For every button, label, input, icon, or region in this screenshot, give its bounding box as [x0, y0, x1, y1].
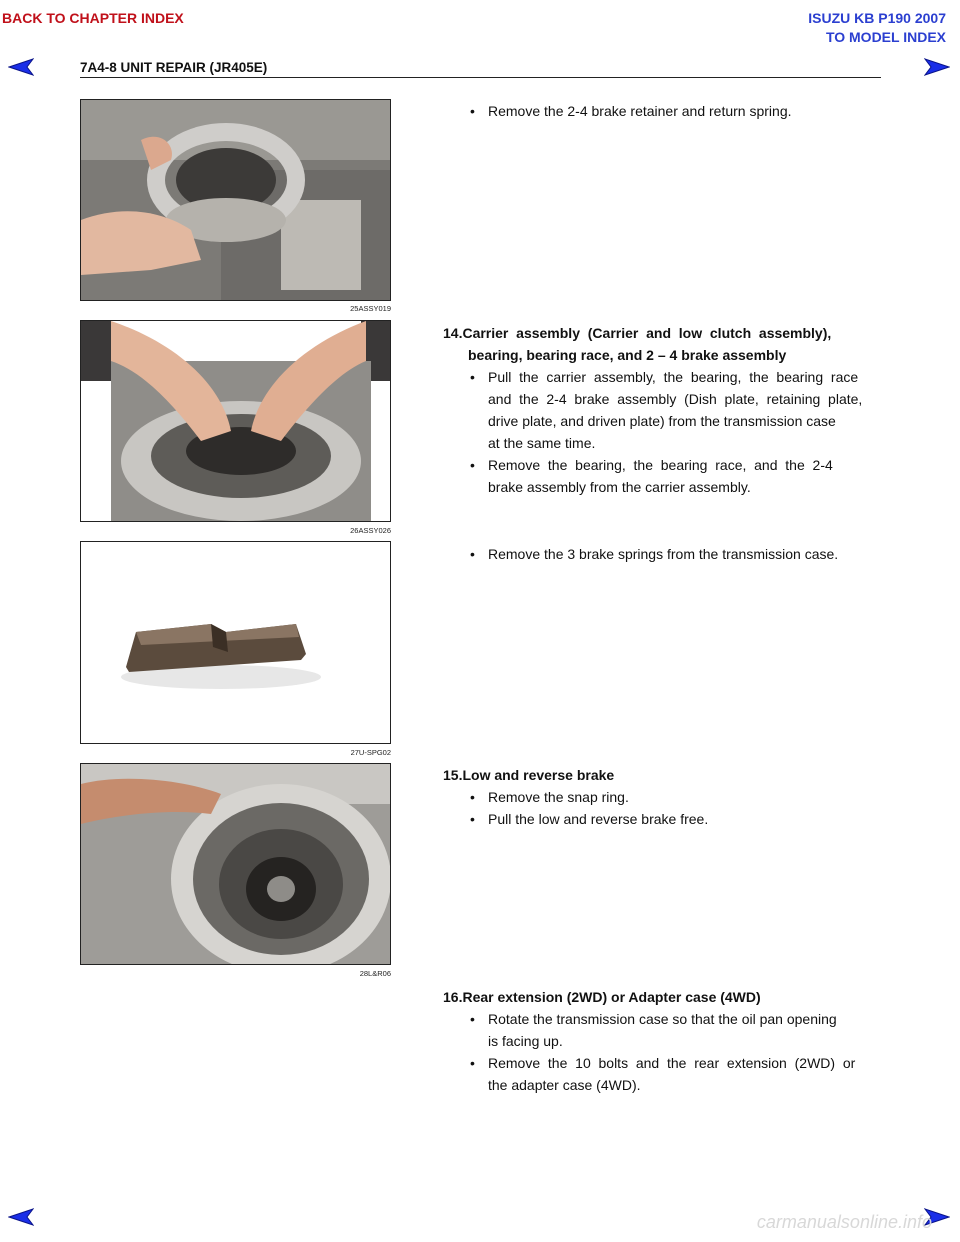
instruction-text: Rotate the transmission case so that the oil pan opening [488, 1011, 837, 1027]
bullet-marker: • [470, 789, 475, 805]
bullet-marker: • [470, 811, 475, 827]
instruction-text: Remove the bearing, the bearing race, and the 2-4 [488, 457, 833, 473]
instruction-text-line [488, 388, 862, 410]
header-rule [80, 77, 881, 78]
back-to-chapter-index-link[interactable]: BACK TO CHAPTER INDEX [2, 10, 184, 26]
brake-spring-photo [80, 541, 391, 744]
bullet-marker: • [470, 369, 475, 385]
step-14-title: 14.Carrier assembly (Carrier and low clutch assembly), [443, 325, 832, 341]
list-item [470, 543, 881, 565]
instruction-text-line [488, 410, 836, 432]
instruction-text: Pull the low and reverse brake free. [488, 811, 709, 827]
previous-page-arrow-icon[interactable] [8, 58, 34, 76]
list-item [470, 366, 881, 388]
next-page-arrow-icon[interactable] [924, 58, 950, 76]
list-item [470, 808, 881, 830]
page-header-title: 7A4-8 UNIT REPAIR (JR405E) [80, 60, 268, 75]
step-14-title-continued: bearing, bearing race, and 2 – 4 brake assembly [468, 347, 787, 363]
instruction-text-line [488, 476, 751, 498]
list-item [470, 786, 881, 808]
instruction-text-line [488, 1030, 563, 1052]
bullet-marker: • [470, 1011, 475, 1027]
bullet-marker: • [470, 1055, 475, 1071]
list-item [470, 100, 881, 122]
instruction-text: is facing up. [488, 1033, 563, 1049]
instruction-text: the adapter case (4WD). [488, 1077, 641, 1093]
previous-page-arrow-icon[interactable] [8, 1208, 34, 1226]
list-item [470, 1008, 881, 1030]
instruction-text: Remove the 2-4 brake retainer and return spring. [488, 103, 792, 119]
brake-retainer-removal-photo [80, 99, 391, 301]
instruction-text: drive plate, and driven plate) from the transmission case [488, 413, 836, 429]
to-model-index-link[interactable]: TO MODEL INDEX [825, 29, 946, 45]
photo-caption: 25ASSY019 [350, 304, 391, 313]
step-16-title: 16.Rear extension (2WD) or Adapter case (4WD) [443, 989, 761, 1005]
low-reverse-brake-photo [80, 763, 391, 965]
instruction-text: Remove the snap ring. [488, 789, 629, 805]
instruction-text: brake assembly from the carrier assembly. [488, 479, 751, 495]
model-title-link[interactable]: ISUZU KB P190 2007 [808, 10, 946, 26]
instruction-text: at the same time. [488, 435, 596, 451]
instruction-text: Remove the 10 bolts and the rear extension (2WD) or [488, 1055, 856, 1071]
site-watermark: carmanualsonline.info [756, 1212, 932, 1232]
list-item [470, 454, 881, 476]
photo-caption: 28L&R06 [359, 969, 391, 978]
instruction-text: Pull the carrier assembly, the bearing, the bearing race [488, 369, 859, 385]
list-item [470, 1052, 881, 1074]
photo-caption: 26ASSY026 [350, 526, 391, 535]
instruction-text-line [488, 432, 595, 454]
bullet-marker: • [470, 103, 475, 119]
photo-caption: 27U-SPG02 [350, 748, 391, 757]
instruction-text-line [488, 1074, 641, 1096]
step-15-title: 15.Low and reverse brake [443, 767, 615, 783]
instruction-text: and the 2-4 brake assembly (Dish plate, retaining plate, [488, 391, 863, 407]
carrier-assembly-removal-photo [80, 320, 391, 522]
bullet-marker: • [470, 457, 475, 473]
bullet-marker: • [470, 546, 475, 562]
instruction-text: Remove the 3 brake springs from the transmission case. [488, 546, 839, 562]
